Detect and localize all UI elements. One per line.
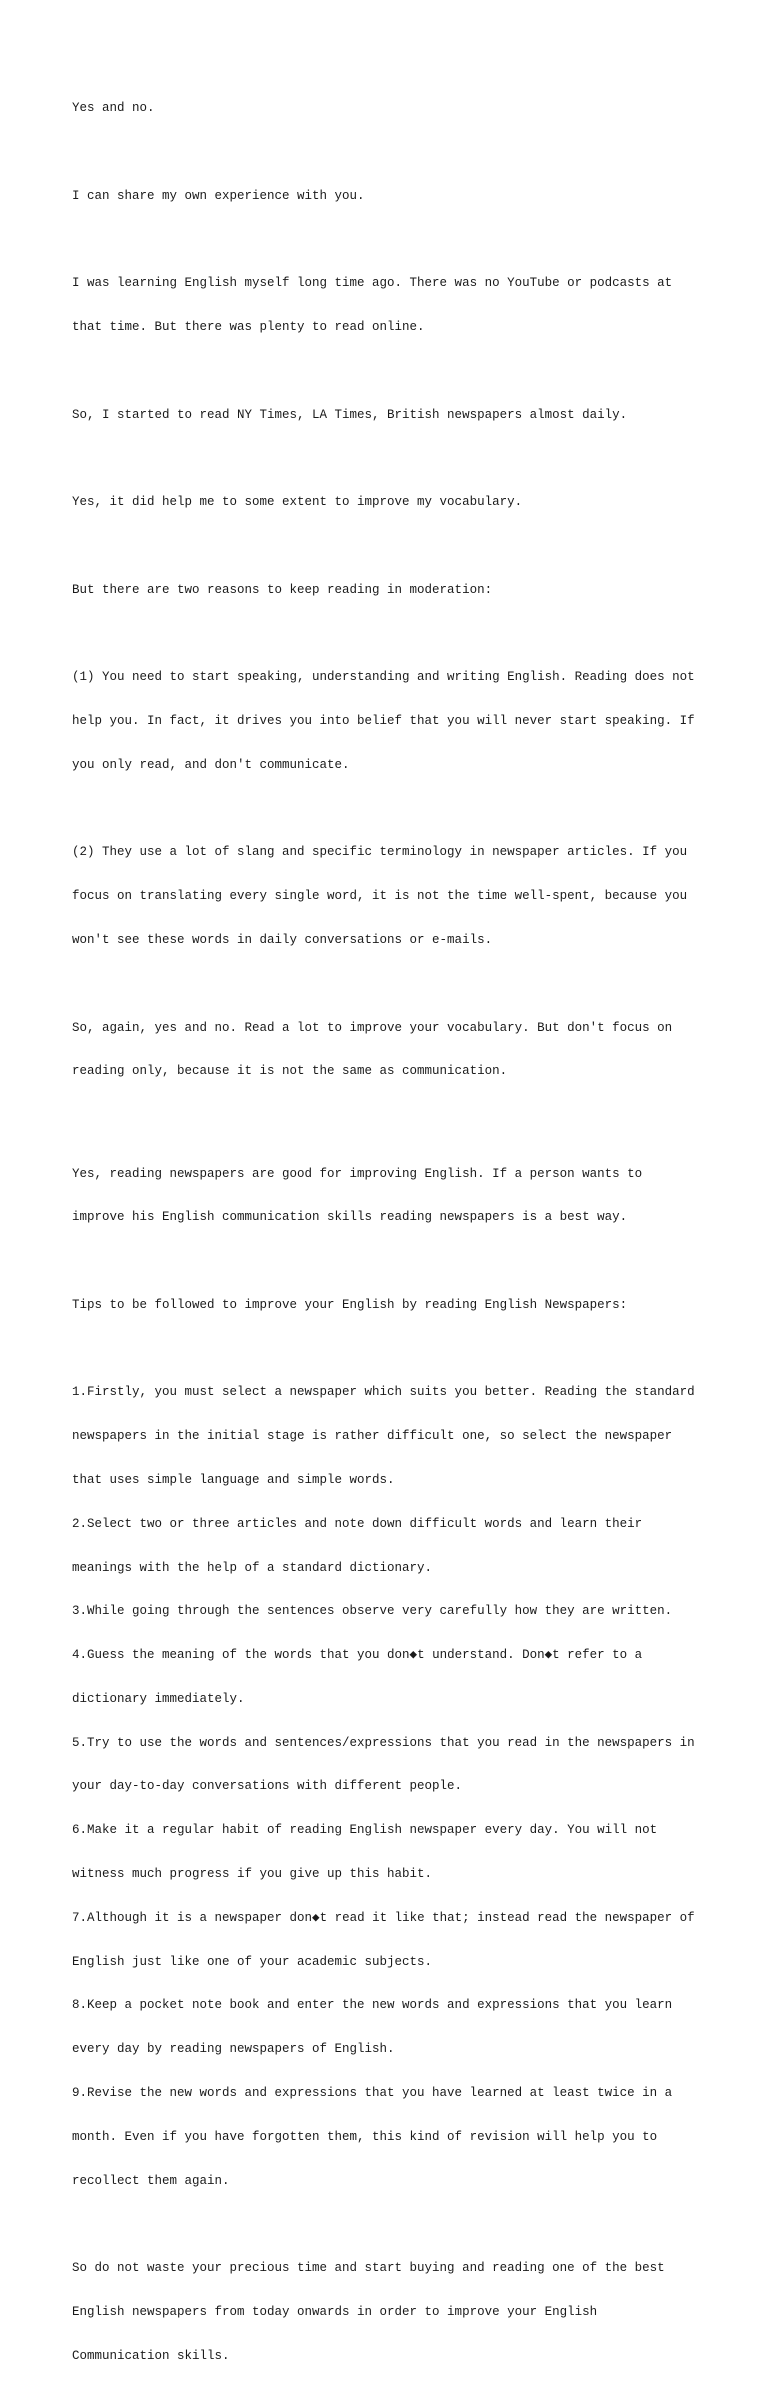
text-line: I was learning English myself long time ago. There was no YouTube or podcasts at (72, 276, 673, 291)
tips-list (72, 1356, 712, 2217)
list-item-line: English just like one of your academic subjects. (72, 1954, 433, 1969)
text-line: Yes and no. (72, 101, 155, 116)
document-body (72, 72, 712, 2407)
list-item-line: month. Even if you have forgotten them, this kind of revision will help you to (72, 2129, 658, 2144)
list-item-line: witness much progress if you give up this habit. (72, 1867, 433, 1882)
text-line: So, I started to read NY Times, LA Times, British newspapers almost daily. (72, 407, 628, 422)
list-item-line: 8.Keep a pocket note book and enter the new words and expressions that you learn (72, 1998, 673, 2013)
list-item-line: 1.Firstly, you must select a newspaper which suits you better. Reading the standard (72, 1385, 695, 1400)
list-item-line: meanings with the help of a standard dictionary. (72, 1560, 433, 1575)
text-line: help you. In fact, it drives you into belief that you will never start speaking. If (72, 714, 695, 729)
paragraph-10 (72, 1137, 712, 1254)
paragraph-9 (72, 991, 712, 1108)
text-line: English newspapers from today onwards in order to improve your English (72, 2304, 598, 2319)
paragraph-8 (72, 816, 712, 977)
paragraph-7 (72, 641, 712, 802)
text-line: you only read, and don't communicate. (72, 757, 350, 772)
paragraph-4 (72, 378, 712, 451)
paragraph-6 (72, 554, 712, 627)
text-line: improve his English communication skills reading newspapers is a best way. (72, 1210, 628, 1225)
list-item-line: 9.Revise the new words and expressions that you have learned at least twice in a (72, 2085, 673, 2100)
list-item-line: dictionary immediately. (72, 1691, 245, 1706)
text-line: Yes, it did help me to some extent to improve my vocabulary. (72, 495, 523, 510)
list-item-line: 5.Try to use the words and sentences/expressions that you read in the newspapers in (72, 1735, 695, 1750)
list-item-line: 6.Make it a regular habit of reading English newspaper every day. You will not (72, 1823, 658, 1838)
list-item-line: recollect them again. (72, 2173, 230, 2188)
section-spacer (72, 1123, 712, 1138)
text-line: Yes, reading newspapers are good for improving English. If a person wants to (72, 1166, 643, 1181)
text-line: So, again, yes and no. Read a lot to improve your vocabulary. But don't focus on (72, 1020, 673, 1035)
text-line: (2) They use a lot of slang and specific terminology in newspaper articles. If you (72, 845, 688, 860)
paragraph-closing (72, 2232, 712, 2393)
text-line: I can share my own experience with you. (72, 188, 365, 203)
list-item-line: 4.Guess the meaning of the words that you don◆t understand. Don◆t refer to a (72, 1648, 643, 1663)
paragraph-11 (72, 1269, 712, 1342)
list-item-line: 2.Select two or three articles and note down difficult words and learn their (72, 1516, 643, 1531)
text-line: So do not waste your precious time and start buying and reading one of the best (72, 2261, 665, 2276)
text-line: focus on translating every single word, it is not the time well-spent, because you (72, 889, 688, 904)
text-line: Tips to be followed to improve your English by reading English Newspapers: (72, 1297, 628, 1312)
list-item-line: your day-to-day conversations with different people. (72, 1779, 463, 1794)
text-line: reading only, because it is not the same as communication. (72, 1064, 508, 1079)
paragraph-5 (72, 466, 712, 539)
text-line: that time. But there was plenty to read online. (72, 320, 425, 335)
list-item-line: 7.Although it is a newspaper don◆t read it like that; instead read the newspaper of (72, 1910, 695, 1925)
list-item-line: 3.While going through the sentences observe very carefully how they are written. (72, 1604, 673, 1619)
paragraph-3 (72, 247, 712, 364)
text-line: won't see these words in daily conversations or e-mails. (72, 933, 493, 948)
paragraph-2 (72, 160, 712, 233)
text-line: (1) You need to start speaking, understanding and writing English. Reading does not (72, 670, 695, 685)
list-item-line: every day by reading newspapers of English. (72, 2042, 395, 2057)
text-line: Communication skills. (72, 2348, 230, 2363)
text-line: But there are two reasons to keep reading in moderation: (72, 582, 493, 597)
list-item-line: that uses simple language and simple words. (72, 1473, 395, 1487)
paragraph-1 (72, 72, 712, 145)
list-item-line: newspapers in the initial stage is rather difficult one, so select the newspaper (72, 1429, 673, 1444)
